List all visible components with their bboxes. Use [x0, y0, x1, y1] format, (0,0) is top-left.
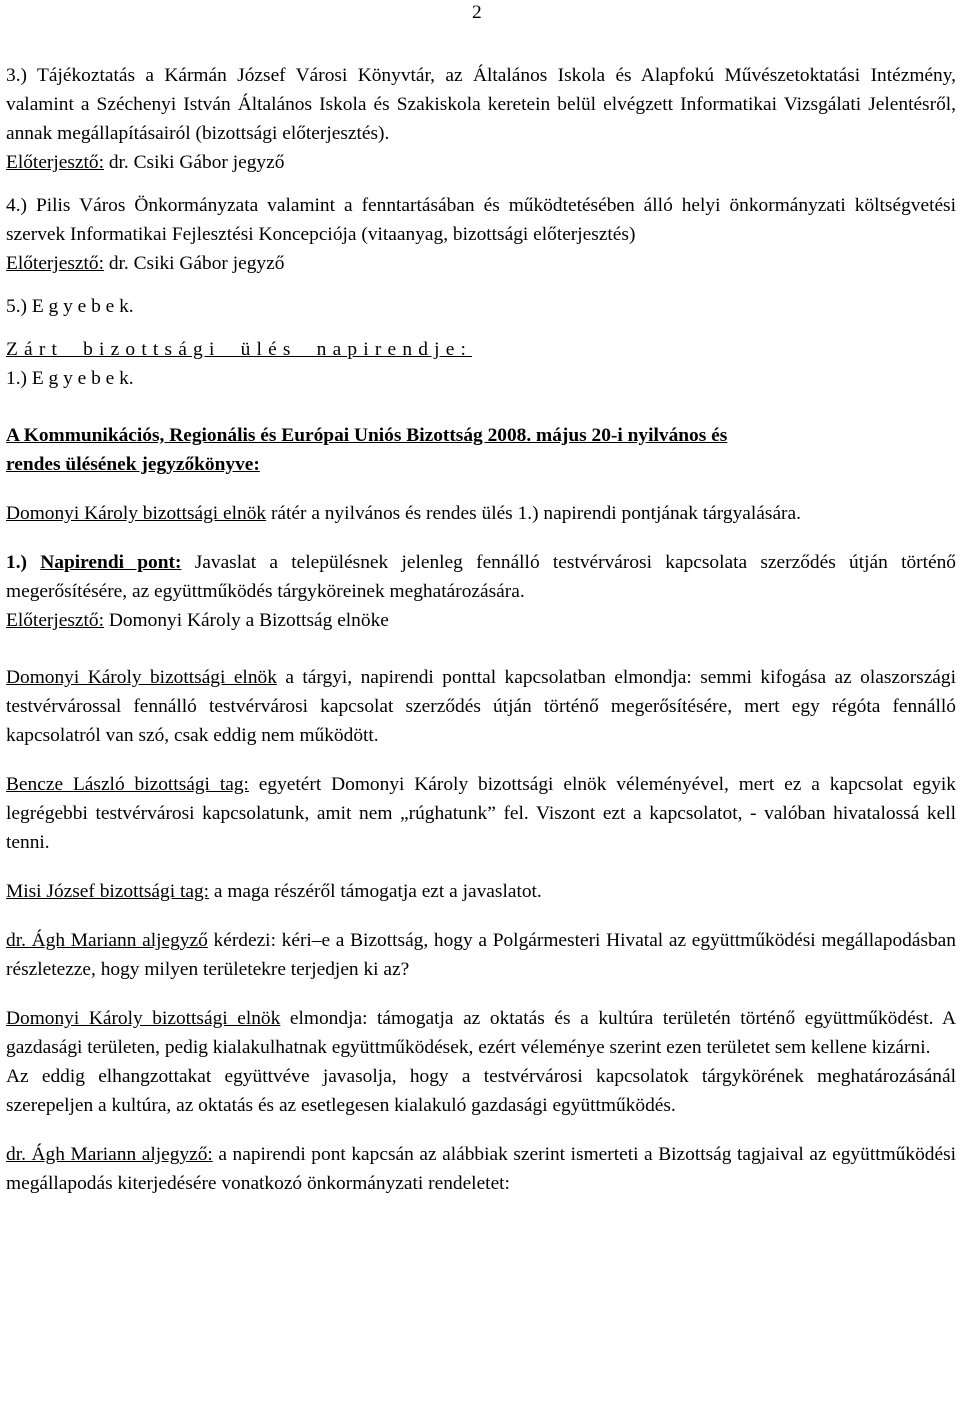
statement-text: a napirendi pont kapcsán az alábbiak szerint ismerteti a Bizottság tagjaival az együttműködési megállapodás kiterjedésére vonatkozó önkormányzati rendeletet: [6, 1144, 956, 1194]
presenter-name: Domonyi Károly a Bizottság elnöke [104, 610, 389, 631]
minutes-title [6, 421, 956, 479]
statement-paragraph [6, 926, 956, 984]
minutes-title-line-1: A Kommunikációs, Regionális és Európai Uniós Bizottság 2008. május 20-i nyilvános és [6, 425, 728, 446]
presenter-name: dr. Csiki Gábor jegyző [104, 152, 285, 173]
statement-paragraph [6, 663, 956, 750]
agenda-item-3: 3.) Tájékoztatás a Kármán József Városi Könyvtár, az Általános Iskola és Alapfokú Művészetoktatási Intézmény, valamint a Széchenyi István Általános Iskola és Szakiskola keretein belül elvégzett Informatikai Vizsgálati Jelentésről, annak megállapításairól (bizottsági előterjesztés). [6, 65, 956, 144]
closed-session-heading: Zárt bizottsági ülés napirendje: [6, 339, 473, 360]
speaker-name: dr. Ágh Mariann aljegyző [6, 930, 208, 951]
proposal-paragraph: Az eddig elhangzottakat együttvéve javasolja, hogy a testvérvárosi kapcsolatok tárgykörének meghatározásánál szerepeljen a kultúra, az oktatás és az esetlegesen kialakuló gazdasági együttműködés. [6, 1066, 956, 1116]
speaker-name: Misi József bizottsági tag: [6, 881, 210, 902]
statement-text: egyetért Domonyi Károly bizottsági elnök véleményével, mert ez a kapcsolat egyik legrégebbi testvérvárosi kapcsolatunk, amit nem „rúghatunk” fel. Viszont ezt a kapcsolatot, - valóban hivatalossá kell tenni. [6, 774, 956, 853]
speaker-name: Domonyi Károly bizottsági elnök [6, 503, 267, 524]
statement-paragraph [6, 770, 956, 857]
agenda-point-paragraph [6, 548, 956, 606]
agenda-point-text: Javaslat a településnek jelenleg fennálló testvérvárosi kapcsolata szerződés útján történő megerősítésére, az együttműködés tárgyköreinek meghatározására. [6, 552, 956, 602]
speaker-name: Domonyi Károly bizottsági elnök [6, 667, 277, 688]
document-body [6, 61, 956, 1198]
agenda-item-5: 5.) E g y e b e k. [6, 296, 134, 317]
presenter-label: Előterjesztő: [6, 152, 104, 173]
minutes-title-line-2: rendes ülésének jegyzőkönyve: [6, 454, 260, 475]
statement-paragraph [6, 1004, 956, 1062]
statement-text: kérdezi: kéri–e a Bizottság, hogy a Polgármesteri Hivatal az együttműködési megállapodásban részletezze, hogy milyen területekre terjedjen ki az? [6, 930, 956, 980]
presenter-label: Előterjesztő: [6, 253, 104, 274]
statement-paragraph [6, 1140, 956, 1198]
closed-session-item-1: 1.) E g y e b e k. [6, 368, 134, 389]
agenda-item-3-presenter [6, 148, 956, 177]
presenter-label: Előterjesztő: [6, 610, 104, 631]
agenda-point-presenter [6, 606, 956, 635]
speaker-name: Domonyi Károly bizottsági elnök [6, 1008, 281, 1029]
statement-text: a maga részéről támogatja ezt a javaslatot. [209, 881, 542, 902]
speaker-name: dr. Ágh Mariann aljegyző: [6, 1144, 213, 1165]
agenda-point-number: 1.) [6, 552, 28, 573]
statement-text: rátér a nyilvános és rendes ülés 1.) napirendi pontjának tárgyalására. [266, 503, 801, 524]
statement-text: a tárgyi, napirendi ponttal kapcsolatban elmondja: semmi kifogása az olaszországi testvérvárossal fennálló testvérvárosi kapcsolat szerződés útján történő megerősítésére, mert egy régóta fennálló kapcsolatról van szó, csak eddig nem működött. [6, 667, 956, 746]
statement-text: elmondja: támogatja az oktatás és a kultúra területén történő együttműködést. A gazdasági területen, pedig kialakulhatnak együttműködések, ezért véleménye szerint ezen területet sem kellene kizárni. [6, 1008, 956, 1058]
speaker-name: Bencze László bizottsági tag: [6, 774, 249, 795]
opening-paragraph [6, 499, 956, 528]
presenter-name: dr. Csiki Gábor jegyző [104, 253, 285, 274]
statement-paragraph [6, 877, 956, 906]
page-number: 2 [472, 2, 482, 23]
agenda-item-4-presenter [6, 249, 956, 278]
agenda-item-4: 4.) Pilis Város Önkormányzata valamint a fenntartásában és működtetésében álló helyi önkormányzati költségvetési szervek Informatikai Fejlesztési Koncepciója (vitaanyag, bizottsági előterjesztés) [6, 195, 956, 245]
agenda-point-label: Napirendi pont: [40, 552, 182, 573]
